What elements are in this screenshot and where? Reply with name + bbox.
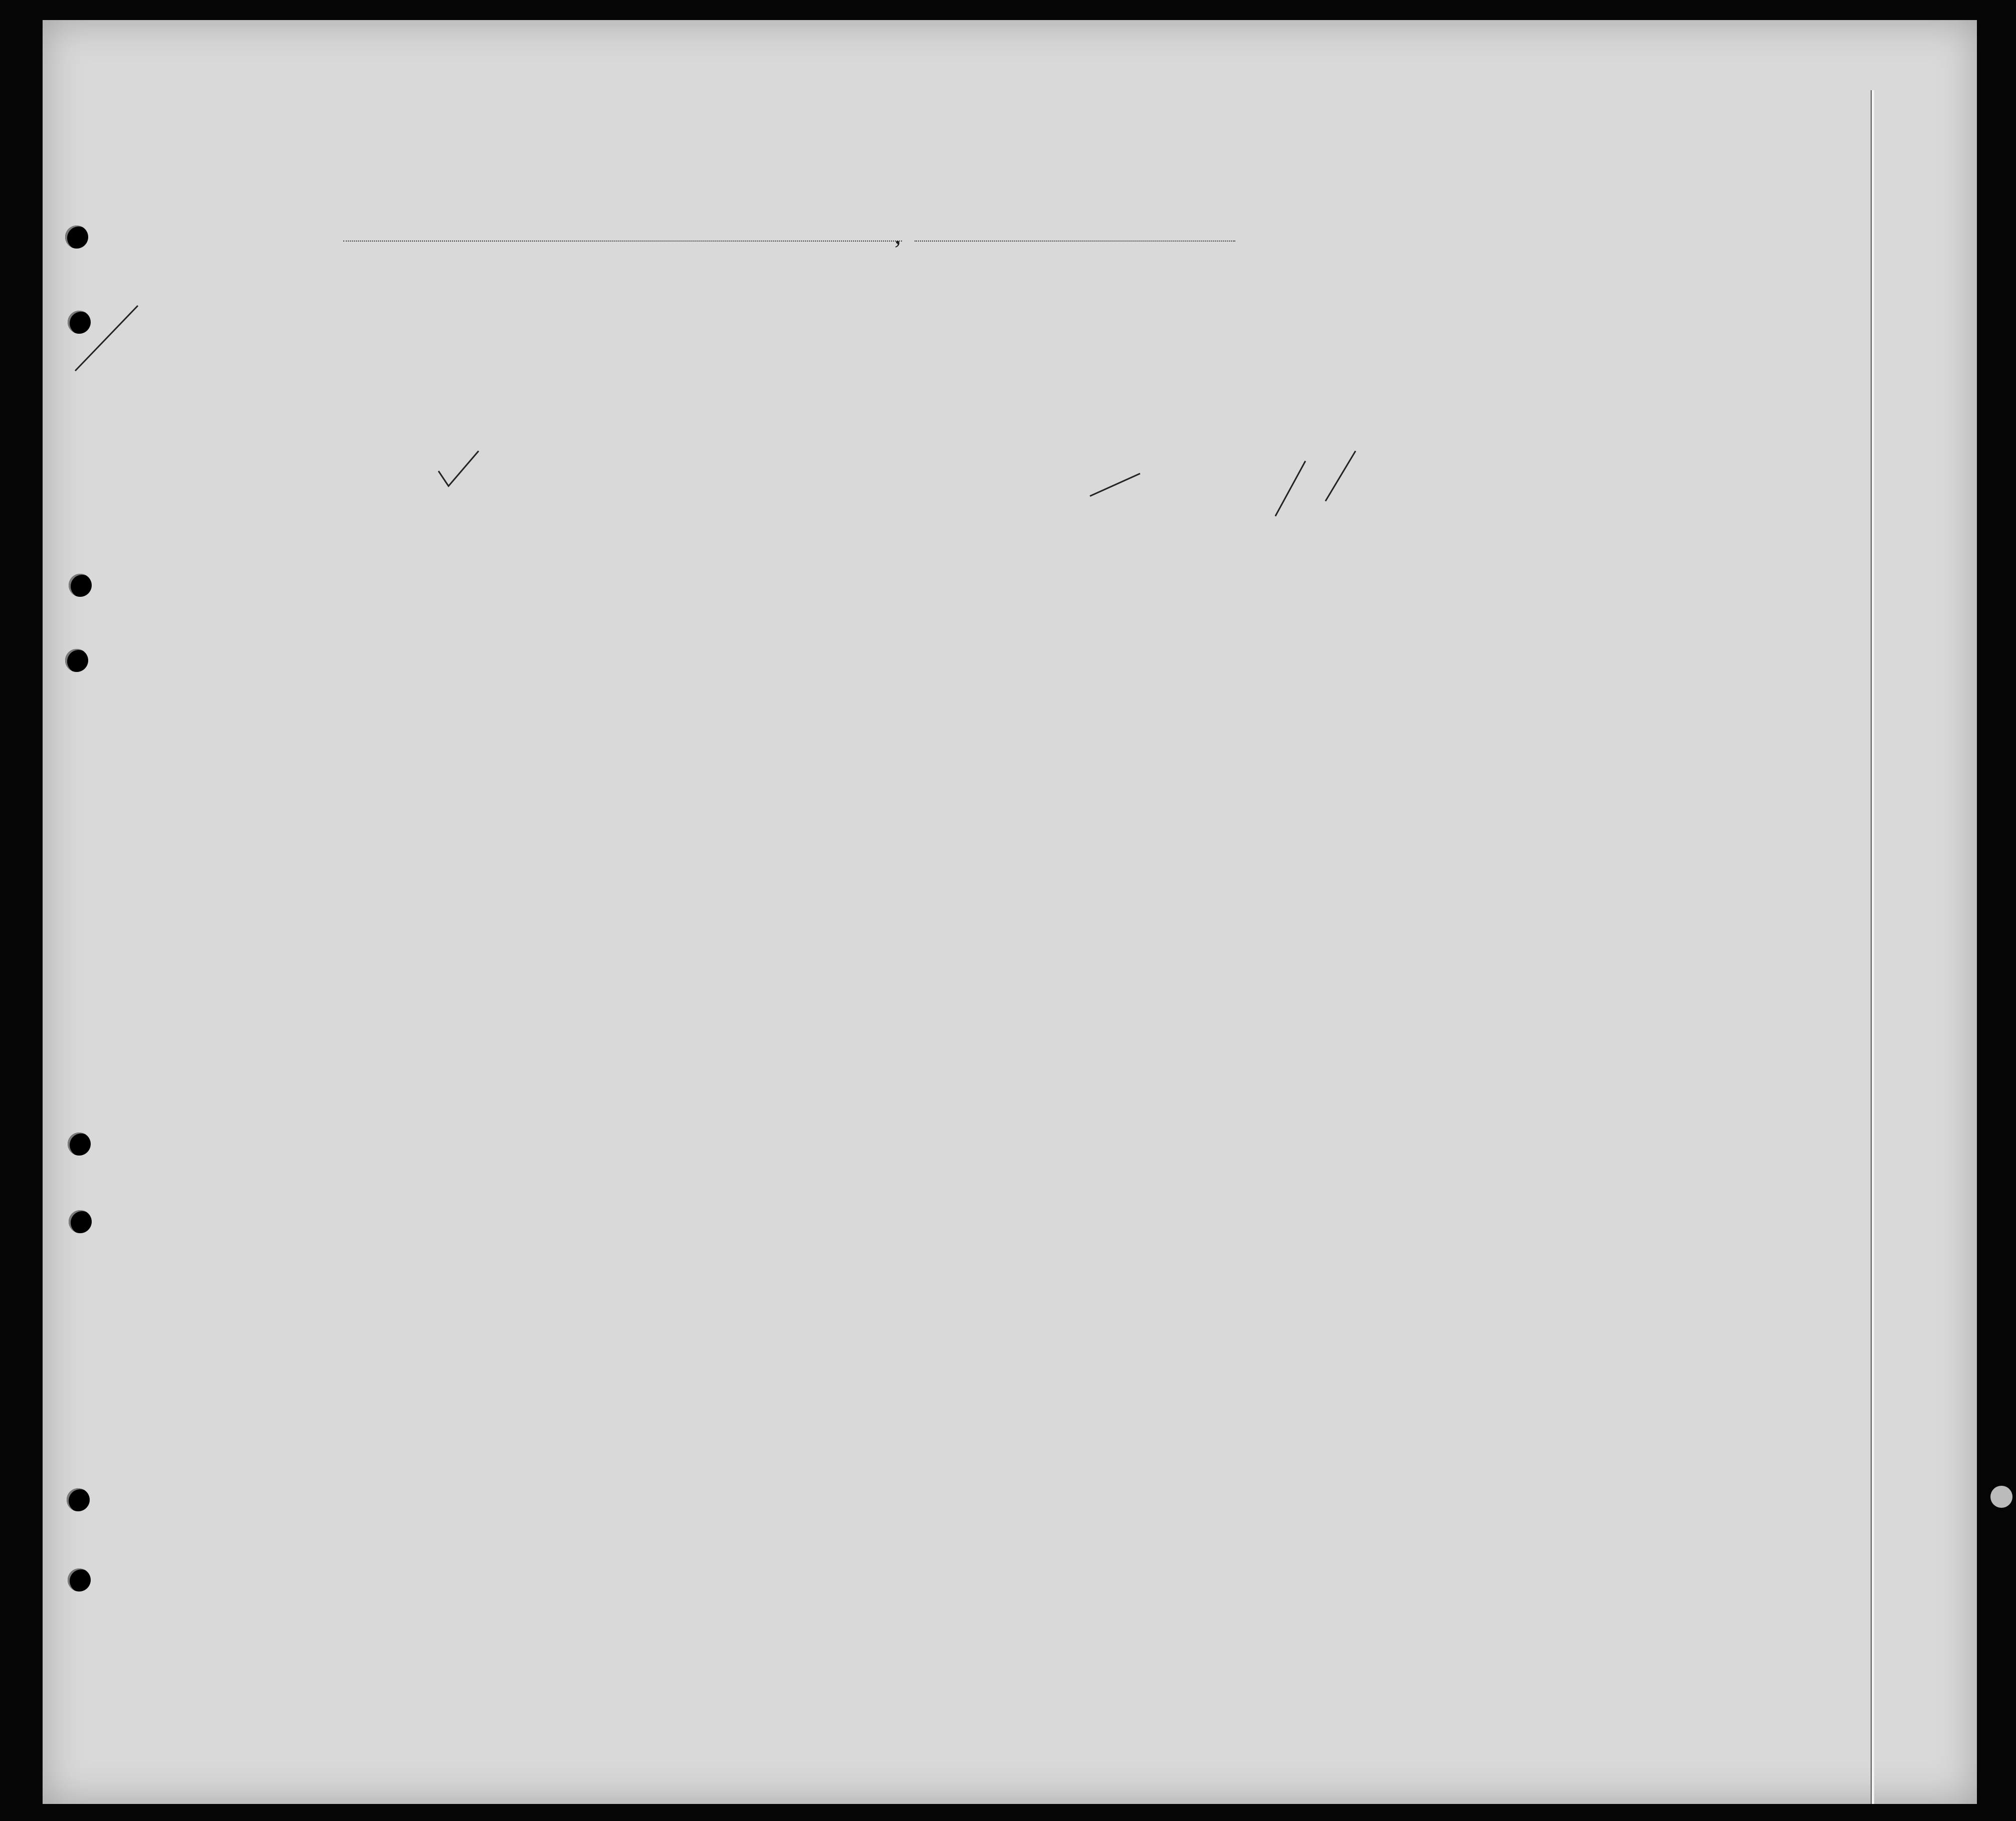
binder-hole [68, 311, 91, 334]
binder-hole [68, 1132, 91, 1156]
edge-knob [1990, 1486, 2012, 1508]
binder-hole [68, 1568, 91, 1591]
binder-hole [65, 649, 88, 672]
fold-line [1872, 90, 1874, 1804]
binder-hole [69, 574, 92, 597]
comma-1: , [894, 221, 901, 250]
manifest-sheet [43, 20, 1977, 1804]
binder-hole [67, 1488, 90, 1511]
row1-checkmarks [43, 20, 1977, 571]
check-mark-q26 [1325, 451, 1356, 501]
check-mark-q25 [1275, 461, 1305, 516]
binder-hole [65, 225, 88, 249]
check-mark-join [1090, 474, 1140, 496]
check-mark-state [438, 451, 479, 486]
binder-hole [69, 1210, 92, 1233]
